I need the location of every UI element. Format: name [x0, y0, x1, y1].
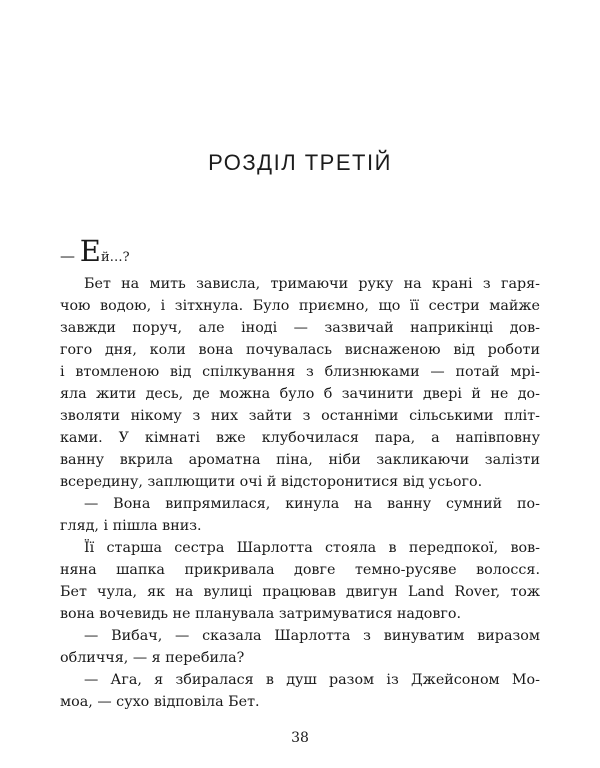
drop-cap: Е — [79, 234, 101, 268]
text-line: — Вибач, — сказала Шарлотта з винуватим виразом — [84, 628, 540, 644]
chapter-body — [60, 236, 540, 713]
opening-rest: й…? — [100, 250, 130, 265]
text-line: ванну вкрила ароматна піна, ніби закликаючи залізти — [60, 452, 540, 468]
text-line: вона вочевидь не планувала затримуватися надовго. — [60, 606, 462, 622]
body-text — [60, 273, 540, 713]
opening-dash: — — [60, 247, 80, 265]
text-line: всередину, заплющити очі й відсторонитися від усього. — [60, 474, 483, 490]
text-line: гого дня, коли вона почувалась виснаженою від роботи — [60, 342, 540, 358]
text-line: — Ага, я збиралася в душ разом із Джейсоном Мо- — [84, 672, 540, 688]
text-line: — Вона випрямилася, кинула на ванну сумний по- — [84, 496, 540, 512]
text-line: Бет чула, як на вулиці працював двигун Land Rover, тож — [60, 584, 540, 600]
text-line: яла жити десь, де можна було б зачинити двері й не до- — [60, 386, 540, 402]
chapter-title: РОЗДІЛ ТРЕТІЙ — [208, 150, 392, 175]
text-line: завжди поруч, але іноді — зазвичай наприкінці дов- — [60, 320, 540, 336]
opening-line — [60, 236, 540, 273]
text-line: няна шапка прикривала довге темно-русяве волосся. — [60, 562, 540, 578]
text-line: ками. У кімнаті вже клубочилася пара, а напівповну — [60, 430, 540, 446]
text-line: і втомленою від спілкування з близнюками — потай мрі- — [60, 364, 540, 380]
text-line: чою водою, і зітхнула. Було приємно, що її сестри майже — [60, 298, 540, 314]
text-line: Її старша сестра Шарлотта стояла в передпокої, вов- — [84, 540, 540, 556]
text-line: Бет на мить зависла, тримаючи руку на крані з гаря- — [84, 276, 540, 292]
text-line: моа, — сухо відповіла Бет. — [60, 694, 260, 710]
text-line: зволяти нікому з них зайти з останніми сільськими пліт- — [60, 408, 540, 424]
text-line: гляд, і пішла вниз. — [60, 518, 202, 534]
text-line: обличчя, — я перебила? — [60, 650, 245, 666]
page-number: 38 — [291, 730, 309, 746]
